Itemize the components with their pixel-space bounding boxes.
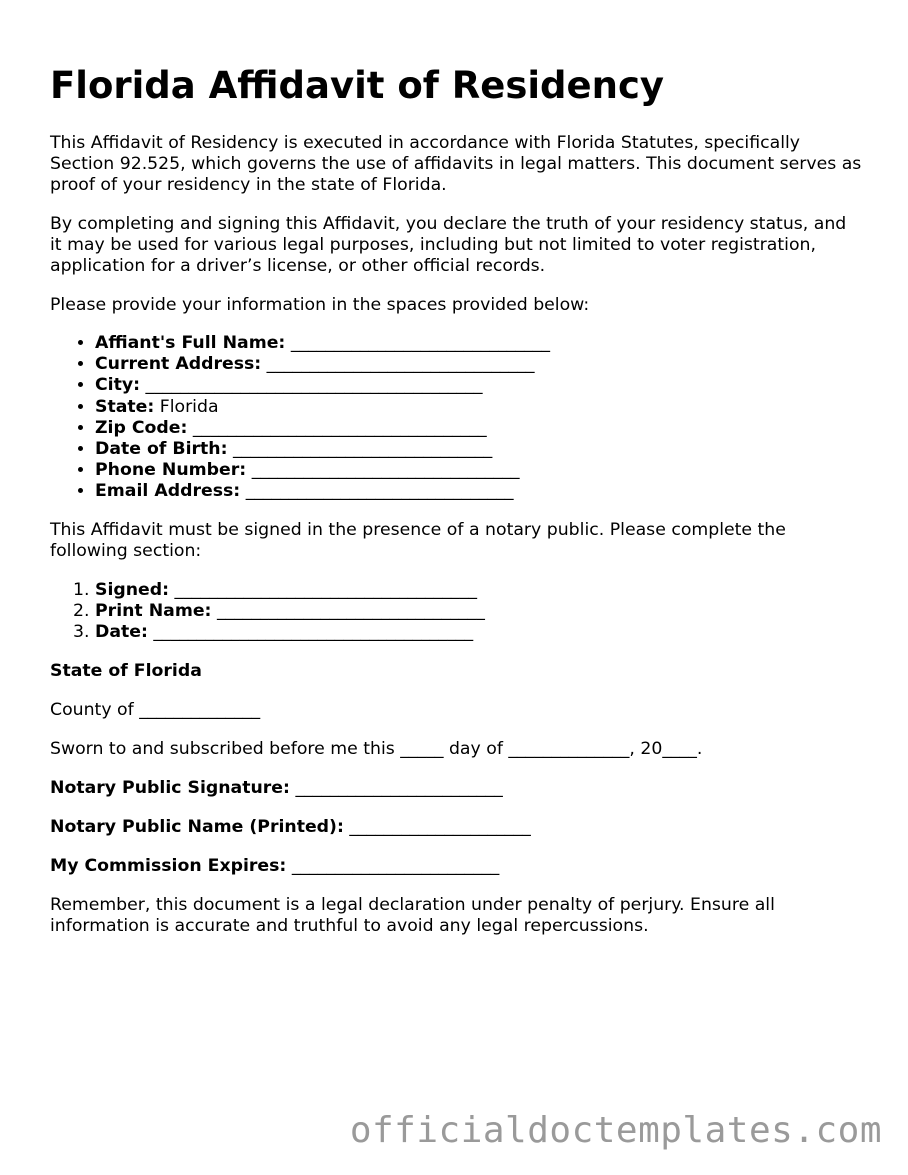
affiant-info-list	[50, 333, 550, 503]
field-blank-email: _______________________________	[245, 481, 514, 502]
field-blank-full-name: ______________________________	[290, 333, 551, 353]
field-label-phone: Phone Number:	[95, 460, 247, 481]
field-label-print-name: Print Name:	[95, 601, 212, 622]
field-blank-address: _______________________________	[266, 354, 535, 375]
field-label-address: Current Address:	[95, 354, 262, 375]
notary-name-label: Notary Public Name (Printed):	[50, 817, 344, 837]
instructions-paragraph: Please provide your information in the spaces provided below:	[50, 295, 590, 315]
field-blank-city: _______________________________________	[145, 375, 483, 396]
commission-line	[50, 856, 862, 877]
notary-signature-line	[50, 778, 862, 799]
list-item	[95, 622, 485, 643]
signature-list	[50, 580, 485, 644]
sworn-line: Sworn to and subscribed before me this _____ day of ______________, 20____.	[50, 739, 703, 759]
county-line: County of ______________	[50, 700, 261, 720]
field-label-dob: Date of Birth:	[95, 439, 228, 460]
list-item	[95, 439, 550, 460]
field-label-zip: Zip Code:	[95, 417, 188, 438]
field-label-full-name: Affiant's Full Name:	[95, 333, 286, 353]
field-blank-phone: _______________________________	[251, 460, 520, 481]
list-item	[95, 397, 550, 418]
list-item	[95, 580, 485, 601]
intro-paragraph-declaration: By completing and signing this Affidavit, you declare the truth of your residency status, and it may be used for various legal purposes, including but not limited to voter registration, application for a driver’s license, or other official records.	[50, 214, 847, 276]
notary-signature-label: Notary Public Signature:	[50, 778, 290, 798]
list-item	[95, 418, 550, 439]
field-blank-zip: __________________________________	[192, 417, 487, 438]
closing-paragraph: Remember, this document is a legal declaration under penalty of perjury. Ensure all information is accurate and truthful to avoid any legal repercussions.	[50, 895, 775, 936]
notary-name-blank: _____________________	[349, 817, 531, 837]
intro-paragraph-statutes: This Affidavit of Residency is executed in accordance with Florida Statutes, specifically Section 92.525, which governs the use of affidavits in legal matters. This document serves as proof of your residency in the state of Florida.	[50, 133, 862, 195]
notary-signature-blank: ________________________	[295, 778, 503, 798]
field-blank-print-name: _______________________________	[216, 601, 485, 622]
list-item	[95, 481, 550, 502]
list-item	[95, 460, 550, 481]
field-label-email: Email Address:	[95, 481, 241, 502]
list-item	[95, 333, 550, 354]
field-label-state: State:	[95, 396, 155, 417]
field-label-signed: Signed:	[95, 580, 170, 600]
field-blank-signed: ___________________________________	[174, 580, 477, 600]
commission-blank: ________________________	[291, 856, 500, 876]
field-label-date: Date:	[95, 622, 148, 643]
field-blank-date: _____________________________________	[153, 622, 474, 643]
document-title: Florida Affidavit of Residency	[50, 64, 665, 107]
list-item	[95, 354, 550, 375]
field-value-state: Florida	[159, 396, 219, 417]
commission-label: My Commission Expires:	[50, 856, 287, 876]
watermark: officialdoctemplates.com	[349, 1110, 882, 1151]
field-blank-dob: ______________________________	[233, 439, 493, 460]
field-label-city: City:	[95, 375, 141, 396]
notary-intro-paragraph: This Affidavit must be signed in the presence of a notary public. Please complete the following section:	[50, 520, 786, 561]
notary-name-line	[50, 817, 862, 838]
list-item	[95, 375, 550, 396]
list-item	[95, 601, 485, 622]
state-heading: State of Florida	[50, 661, 202, 681]
